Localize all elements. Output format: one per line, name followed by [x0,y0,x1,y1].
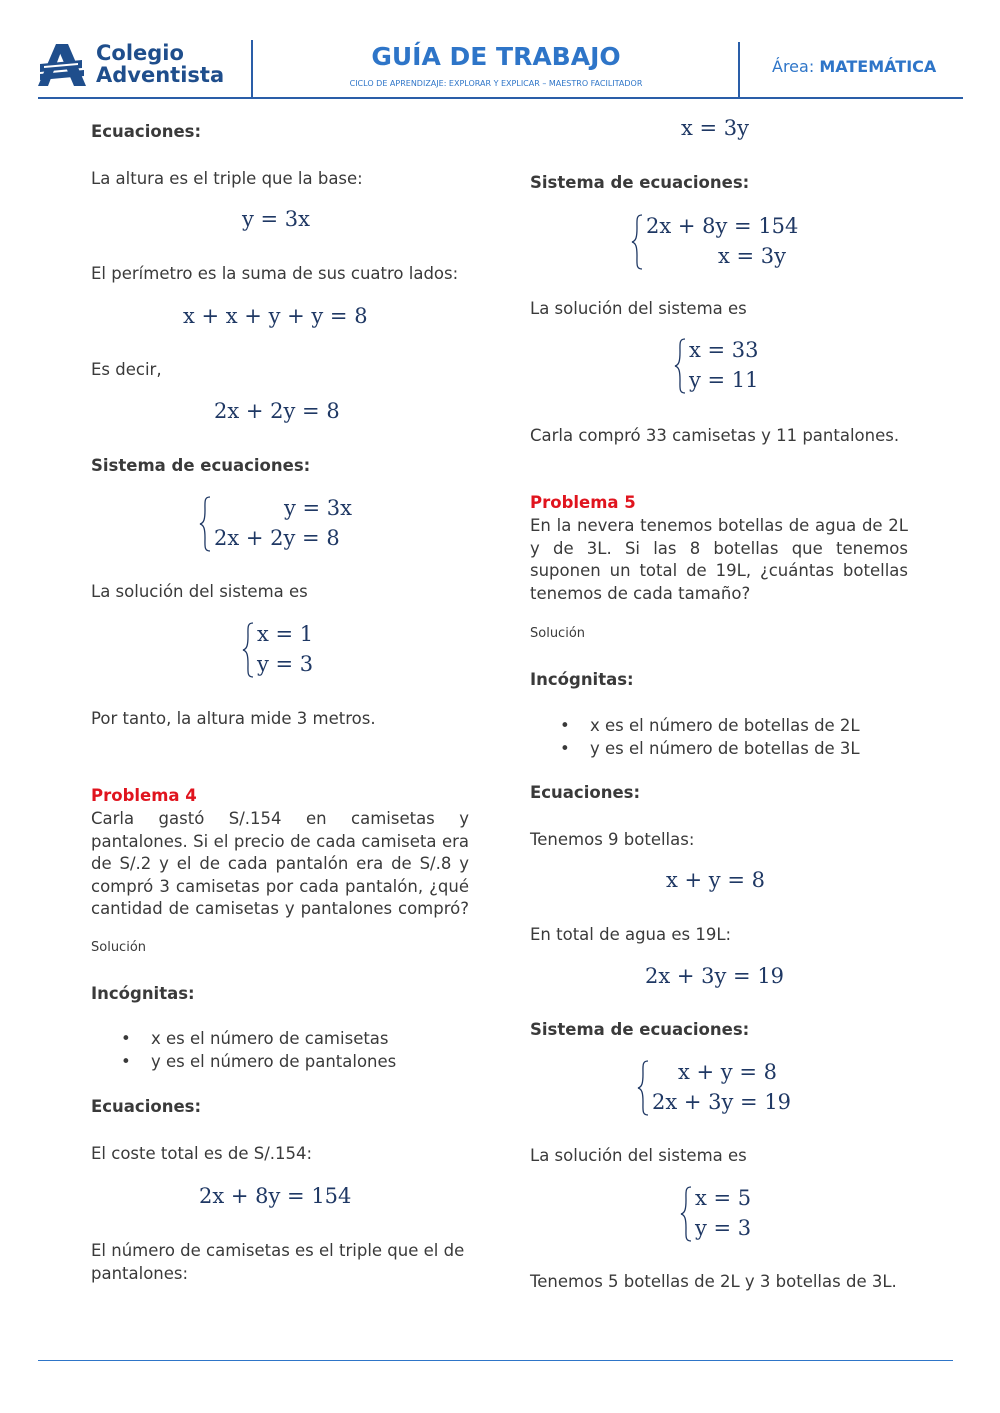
problem-line: suponen un total de 19L, ¿cuántas botellas [530,561,908,580]
list-item: • y es el número de pantalones [121,1051,396,1074]
page-header [0,0,1000,100]
solution-line-1: x = 33 [689,338,759,362]
paragraph: Carla compró 33 camisetas y 11 pantalones. [530,426,900,445]
solution-line-1: x = 5 [695,1186,752,1210]
solution-system [674,338,784,398]
section-heading: Incógnitas: [91,984,195,1003]
solution-system [242,622,342,682]
paragraph: Tenemos 9 botellas: [530,830,695,849]
equation: 2x + 2y = 8 [214,399,340,423]
problem-line: compró 3 camisetas por cada pantalón, ¿qué [91,876,469,896]
list-item: • y es el número de botellas de 3L [560,738,860,761]
equation-system [631,214,821,274]
equation-system [199,496,369,556]
paragraph: En total de agua es 19L: [530,925,732,944]
paragraph: Es decir, [91,360,162,379]
header-divider-right [738,42,740,98]
section-heading: Ecuaciones: [530,783,641,802]
school-logo [38,42,253,94]
problem-line: En la nevera tenemos botellas de agua de 2L [530,516,908,535]
paragraph: Por tanto, la altura mide 3 metros. [91,709,376,728]
problem-line: de S/.2 y el de cada pantalón era de S/.8 y [91,854,469,873]
area-label: Área: [772,57,815,76]
problem-line: cantidad de camisetas y pantalones compró? [91,899,469,918]
problem-statement [530,515,908,605]
brace-icon [674,338,686,394]
system-line-1: x + y = 8 [678,1060,777,1084]
system-line-1: 2x + 8y = 154 [646,214,799,238]
problem-title: Problema 5 [530,493,636,512]
brace-icon [680,1186,692,1242]
unknowns-list [121,1028,396,1073]
brace-icon [242,622,254,678]
paragraph: El perímetro es la suma de sus cuatro lados: [91,264,459,283]
system-line-2: 2x + 3y = 19 [652,1090,792,1114]
subject-area [772,57,936,76]
equation: x + x + y + y = 8 [183,304,368,328]
footer-line [38,1360,953,1361]
logo-line-1: Colegio [96,41,184,65]
solution-line-2: y = 11 [689,368,759,392]
paragraph-line: El número de camisetas es el triple que el de [91,1241,465,1260]
problem-line: pantalones. Si el precio de cada camiseta era [91,831,469,851]
section-heading: Sistema de ecuaciones: [530,173,750,192]
problem-line: y de 3L. Si las 8 botellas que tenemos [530,538,908,558]
equation: 2x + 8y = 154 [199,1184,352,1208]
solution-label: Solución [91,940,147,955]
list-item: • x es el número de camisetas [121,1028,396,1051]
equation: x = 3y [681,116,750,140]
paragraph: Tenemos 5 botellas de 2L y 3 botellas de 3L. [530,1272,897,1291]
problem-title: Problema 4 [91,786,197,805]
header-underline [38,97,963,99]
paragraph: La solución del sistema es [530,299,747,318]
section-heading: Ecuaciones: [91,1097,202,1116]
paragraph [91,1240,464,1285]
section-heading: Incógnitas: [530,670,634,689]
solution-label: Solución [530,626,586,641]
brace-icon [637,1060,649,1116]
page-subtitle: CICLO DE APRENDIZAJE: EXPLORAR Y EXPLICAR – MAESTRO FACILITADOR [349,79,643,88]
list-item: • x es el número de botellas de 2L [560,715,860,738]
equation-system [637,1060,817,1120]
system-line-2: 2x + 2y = 8 [214,526,340,550]
paragraph: La solución del sistema es [530,1146,747,1165]
paragraph: El coste total es de S/.154: [91,1144,313,1163]
system-line-2: x = 3y [718,244,787,268]
equation: x + y = 8 [666,868,765,892]
problem-statement [91,808,469,921]
solution-line-2: y = 3 [695,1216,752,1240]
section-heading: Sistema de ecuaciones: [91,456,311,475]
problem-line: tenemos de cada tamaño? [530,583,751,603]
page-title: GUÍA DE TRABAJO [371,42,621,71]
solution-line-1: x = 1 [257,622,314,646]
logo-emblem-icon [38,42,88,88]
logo-text [96,42,224,86]
logo-line-2: Adventista [96,63,225,87]
solution-line-2: y = 3 [257,652,314,676]
brace-icon [199,496,211,552]
unknowns-list [560,715,860,760]
section-heading: Sistema de ecuaciones: [530,1020,750,1039]
equation: y = 3x [242,207,311,231]
paragraph: La altura es el triple que la base: [91,169,363,188]
system-line-1: y = 3x [284,496,353,520]
paragraph: La solución del sistema es [91,582,308,601]
brace-icon [631,214,643,270]
equation: 2x + 3y = 19 [645,964,785,988]
problem-line: Carla gastó S/.154 en camisetas y [91,809,469,828]
area-value: MATEMÁTICA [819,57,937,76]
paragraph-line: pantalones: [91,1263,189,1283]
solution-system [680,1186,780,1246]
section-heading: Ecuaciones: [91,122,202,141]
